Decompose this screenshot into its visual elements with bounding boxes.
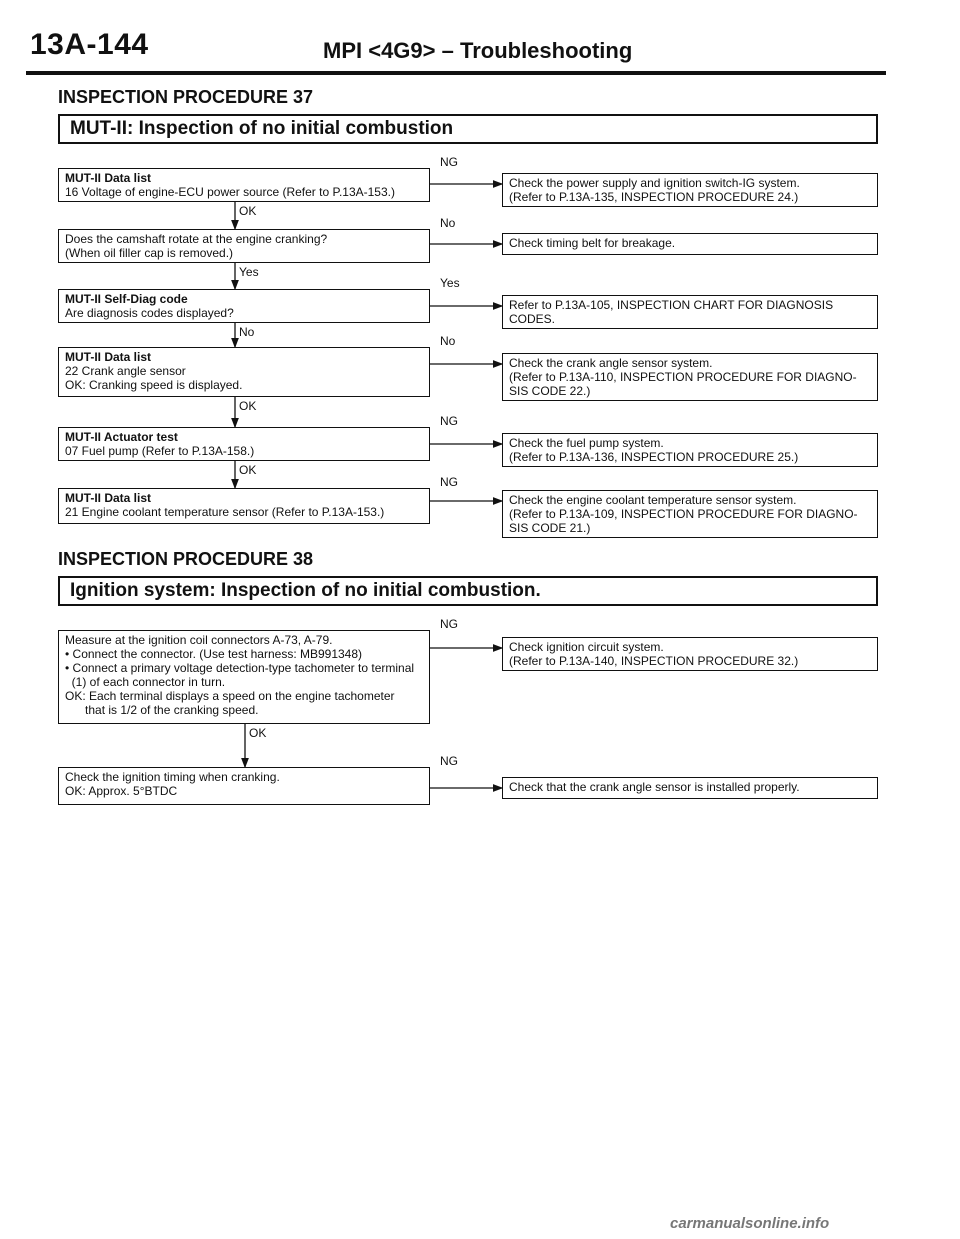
check-line: that is 1/2 of the cranking speed. — [65, 703, 259, 717]
action-box — [502, 777, 878, 799]
pass-label: OK — [249, 726, 267, 740]
check-line: Does the camshaft rotate at the engine cranking? — [65, 232, 328, 246]
fail-label: NG — [440, 754, 458, 768]
action-box — [502, 295, 878, 329]
procedure-37-title: INSPECTION PROCEDURE 37 — [58, 87, 314, 107]
action-line: SIS CODE 21.) — [509, 521, 591, 535]
action-line: Check the engine coolant temperature sensor system. — [509, 493, 797, 507]
action-line: CODES. — [509, 312, 556, 326]
check-line: MUT-II Self-Diag code — [65, 292, 188, 306]
action-box — [502, 353, 878, 401]
check-line: OK: Cranking speed is displayed. — [65, 378, 243, 392]
check-line: Measure at the ignition coil connectors A-73, A-79. — [65, 633, 333, 647]
action-line: Check that the crank angle sensor is installed properly. — [509, 780, 800, 794]
check-box — [58, 229, 430, 263]
action-line: Check the power supply and ignition switch-IG system. — [509, 176, 800, 190]
check-line: 21 Engine coolant temperature sensor (Refer to P.13A-153.) — [65, 505, 385, 519]
watermark: carmanualsonline.info — [670, 1215, 830, 1232]
check-box — [58, 427, 430, 461]
check-line: MUT-II Actuator test — [65, 430, 178, 444]
action-box — [502, 233, 878, 255]
check-line: MUT-II Data list — [65, 350, 152, 364]
check-line: Check the ignition timing when cranking. — [65, 770, 280, 784]
check-box — [58, 168, 430, 202]
check-line: 16 Voltage of engine-ECU power source (Refer to P.13A-153.) — [65, 185, 395, 199]
pass-label: No — [239, 325, 255, 339]
check-box — [58, 630, 430, 724]
section-title: MPI <4G9> – Troubleshooting — [323, 38, 633, 63]
check-line: (When oil filler cap is removed.) — [65, 246, 234, 260]
procedure-37-banner: MUT-II: Inspection of no initial combustion — [58, 114, 878, 144]
pass-label: Yes — [239, 265, 259, 279]
check-line: MUT-II Data list — [65, 171, 152, 185]
procedure-38-title: INSPECTION PROCEDURE 38 — [58, 549, 314, 569]
fail-label: No — [440, 216, 456, 230]
action-line: (Refer to P.13A-135, INSPECTION PROCEDURE 24.) — [509, 190, 799, 204]
pass-label: OK — [239, 399, 257, 413]
action-line: (Refer to P.13A-140, INSPECTION PROCEDURE 32.) — [509, 654, 799, 668]
fail-label: NG — [440, 617, 458, 631]
action-line: Check the fuel pump system. — [509, 436, 664, 450]
check-line: Are diagnosis codes displayed? — [65, 306, 234, 320]
check-line: OK: Approx. 5°BTDC — [65, 784, 178, 798]
fail-label: NG — [440, 414, 458, 428]
action-line: SIS CODE 22.) — [509, 384, 591, 398]
action-line: (Refer to P.13A-110, INSPECTION PROCEDURE FOR DIAGNO- — [509, 370, 857, 384]
action-line: (Refer to P.13A-109, INSPECTION PROCEDURE FOR DIAGNO- — [509, 507, 858, 521]
action-line: (Refer to P.13A-136, INSPECTION PROCEDURE 25.) — [509, 450, 799, 464]
fail-label: NG — [440, 475, 458, 489]
fail-label: No — [440, 334, 456, 348]
check-box — [58, 347, 430, 397]
page-number: 13A-144 — [30, 28, 149, 61]
action-box — [502, 637, 878, 671]
pass-label: OK — [239, 463, 257, 477]
check-box — [58, 289, 430, 323]
action-line: Check ignition circuit system. — [509, 640, 664, 654]
check-line: • Connect a primary voltage detection-type tachometer to terminal — [65, 661, 415, 675]
fail-label: Yes — [440, 276, 460, 290]
action-line: Check timing belt for breakage. — [509, 236, 676, 250]
check-line: 07 Fuel pump (Refer to P.13A-158.) — [65, 444, 255, 458]
action-box — [502, 433, 878, 467]
check-box — [58, 767, 430, 805]
fail-label: NG — [440, 155, 458, 169]
check-line: 22 Crank angle sensor — [65, 364, 186, 378]
action-box — [502, 490, 878, 538]
check-line: MUT-II Data list — [65, 491, 152, 505]
check-box — [58, 488, 430, 524]
action-box — [502, 173, 878, 207]
check-line: OK: Each terminal displays a speed on the engine tachometer — [65, 689, 395, 703]
action-line: Check the crank angle sensor system. — [509, 356, 713, 370]
check-line: (1) of each connector in turn. — [65, 675, 226, 689]
action-line: Refer to P.13A-105, INSPECTION CHART FOR DIAGNOSIS — [509, 298, 834, 312]
pass-label: OK — [239, 204, 257, 218]
check-line: • Connect the connector. (Use test harness: MB991348) — [65, 647, 363, 661]
procedure-38-banner: Ignition system: Inspection of no initial combustion. — [58, 576, 878, 606]
